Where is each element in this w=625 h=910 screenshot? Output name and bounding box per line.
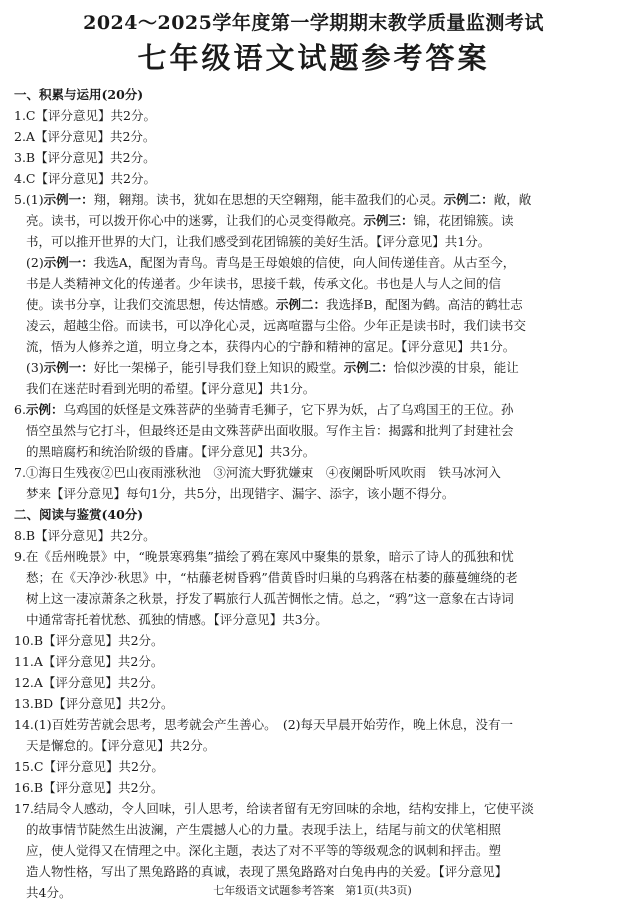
answer-q5-1-line2 <box>14 210 613 231</box>
answer-q14-line1: 14.(1)百姓劳苦就会思考，思考就会产生善心。 (2)每天早晨开始劳作，晚上休息，没有一 <box>14 717 514 732</box>
answer-body <box>14 84 613 903</box>
answer-q14-line2: 天是懈怠的。【评分意见】共2分。 <box>26 738 216 753</box>
answer-q5-2-line2: 书是人类精神文化的传递者。少年读书，思接千载，传承文化。书也是人与人之间的信 <box>26 276 502 291</box>
answer-q15: 15.C【评分意见】共2分。 <box>14 759 164 774</box>
answer-q9-line1: 9.在《岳州晚景》中，“晚景寒鸦集”描绘了鸦在寒风中聚集的景象，暗示了诗人的孤独和忧 <box>14 549 514 564</box>
answer-q16: 16.B【评分意见】共2分。 <box>14 780 164 795</box>
answer-q17-line5: 共4分。 <box>26 885 72 900</box>
answer-q17-line2: 的故事情节陡然生出波澜，产生震撼人心的力量。表现手法上，结尾与前文的伏笔相照 <box>26 822 502 837</box>
answer-q13: 13.BD【评分意见】共2分。 <box>14 696 174 711</box>
answer-q1: 1.C【评分意见】共2分。 <box>14 108 156 123</box>
answer-q10: 10.B【评分意见】共2分。 <box>14 633 164 648</box>
q5-2-number: (2) <box>26 255 44 270</box>
answer-q17-line4: 造人物性格，写出了黑兔路路的真诚，表现了黑兔路路对白兔冉冉的关爱。【评分意见】 <box>26 864 508 879</box>
answer-q5-2-line1 <box>14 252 613 273</box>
q5-2-example2-label: 示例二： <box>276 297 327 312</box>
q5-1-example1-label: 示例一： <box>43 192 94 207</box>
answer-q3: 3.B【评分意见】共2分。 <box>14 150 156 165</box>
q5-2-example1-label: 示例一： <box>43 255 94 270</box>
answer-q5-2-line4: 凌云，超越尘俗。而读书，可以净化心灵，远离喧嚣与尘俗。少年正是读书时，我们读书交 <box>26 318 527 333</box>
answer-q4: 4.C【评分意见】共2分。 <box>14 171 156 186</box>
answer-q9-line4: 中通常寄托着忧愁、孤独的情感。【评分意见】共3分。 <box>26 612 328 627</box>
q5-1-line2-text: 亮。读书，可以拨开你心中的迷雾，让我们的心灵变得敞亮。 <box>26 213 364 228</box>
exam-title: 2024～2025学年度第一学期期末教学质量监测考试 <box>83 12 544 34</box>
page-footer: 七年级语文试题参考答案 第1页(共3页) <box>213 884 412 897</box>
q5-3-example1-label: 示例一： <box>43 360 94 375</box>
answer-q5-1-line1 <box>14 189 613 210</box>
answer-q11: 11.A【评分意见】共2分。 <box>14 654 164 669</box>
q5-1-example3-text: 锦，花团锦簇。读 <box>413 213 514 228</box>
q5-2-example1-text: 我选A，配图为青鸟。青鸟是王母娘娘的信使，向人间传递佳音。从古至今， <box>93 255 516 270</box>
q5-3-example2-label: 示例二： <box>343 360 394 375</box>
q5-1-example1-text: 翔，翱翔。读书，犹如在思想的天空翱翔，能丰盈我们的心灵。 <box>93 192 444 207</box>
q5-1-example2-text: 敞，敞 <box>493 192 532 207</box>
section-heading-1: 一、积累与运用(20分) <box>14 87 144 102</box>
answer-q6-line3: 的黑暗腐朽和统治阶级的昏庸。【评分意见】共3分。 <box>26 444 316 459</box>
answer-q6-line1 <box>14 399 613 420</box>
answer-q6-line2: 悟空虽然与它打斗，但最终还是由文殊菩萨出面收服。写作主旨：揭露和批判了封建社会 <box>26 423 514 438</box>
answer-q8: 8.B【评分意见】共2分。 <box>14 528 156 543</box>
answer-q2: 2.A【评分意见】共2分。 <box>14 129 156 144</box>
answer-q5-1-line3: 书，可以推开世界的大门，让我们感受到花团锦簇的美好生活。【评分意见】共1分。 <box>26 234 491 249</box>
answer-q12: 12.A【评分意见】共2分。 <box>14 675 164 690</box>
q5-3-example1-text: 好比一架梯子，能引导我们登上知识的殿堂。 <box>93 360 344 375</box>
answer-q5-2-line5: 流，悟为人修养之道，明立身之本，获得内心的宁静和精神的富足。【评分意见】共1分。 <box>26 339 516 354</box>
q5-3-number: (3) <box>26 360 44 375</box>
answer-q9-line2: 愁；在《天净沙·秋思》中，“枯藤老树昏鸦”借黄昏时归巢的乌鸦落在枯萎的藤蔓缠绕的老 <box>26 570 518 585</box>
q5-1-example2-label: 示例二： <box>443 192 494 207</box>
answer-q5-3-line2: 我们在迷茫时看到光明的希望。【评分意见】共1分。 <box>26 381 316 396</box>
answer-q5-2-line3 <box>14 294 613 315</box>
section-heading-2: 二、阅读与鉴赏(40分) <box>14 507 144 522</box>
q5-3-example2-text: 恰似沙漠的甘泉，能让 <box>393 360 519 375</box>
page-title: 七年级语文试题参考答案 <box>137 41 490 75</box>
answer-q17-line3: 应，使人觉得又在情理之中。深化主题，表达了对不平等的等级观念的讽刺和抨击。塑 <box>26 843 502 858</box>
answer-q7-line1: 7.①海日生残夜②巴山夜雨涨秋池 ③河流大野犹嫌束 ④夜阑卧听风吹雨 铁马冰河入 <box>14 465 501 480</box>
answer-q7-line2: 梦来【评分意见】每句1分，共5分，出现错字、漏字、添字，该小题不得分。 <box>26 486 455 501</box>
q5-2-line3-text: 使。读书分享，让我们交流思想，传达情感。 <box>26 297 277 312</box>
answer-q9-line3: 树上这一凄凉萧条之秋景，抒发了羁旅行人孤苦惆怅之情。总之，“鸦”这一意象在古诗词 <box>26 591 514 606</box>
q5-2-example2-text: 我选择B，配图为鹤。高洁的鹤壮志 <box>326 297 523 312</box>
answer-q17-line1: 17.结局令人感动，令人回味，引人思考，给读者留有无穷回味的余地，结构安排上，它使平淡 <box>14 801 534 816</box>
q6-example-text: 乌鸡国的妖怪是文殊菩萨的坐骑青毛狮子，它下界为妖，占了乌鸡国王的王位。孙 <box>63 402 514 417</box>
q6-example-label: 示例： <box>25 402 64 417</box>
q5-1-number: 5.(1) <box>14 192 44 207</box>
answer-q5-3-line1 <box>14 357 613 378</box>
q5-1-example3-label: 示例三： <box>363 213 414 228</box>
q6-number: 6. <box>14 402 26 417</box>
